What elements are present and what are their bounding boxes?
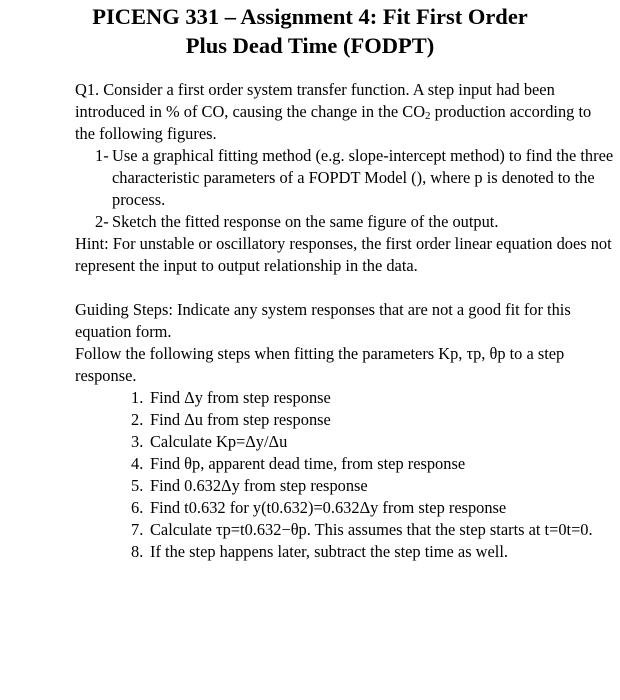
task-list <box>75 145 615 233</box>
steps-list <box>75 387 615 563</box>
step-number: 6. <box>131 498 144 517</box>
task-item <box>75 145 615 211</box>
task-text: Sketch the fitted response on the same figure of the output. <box>112 212 499 231</box>
step-text: Find 0.632Δy from step response <box>150 476 368 495</box>
guide-intro: Guiding Steps: Indicate any system responses that are not a good fit for this equation form. <box>75 300 571 341</box>
step-item <box>75 541 615 563</box>
task-number: 1- <box>95 146 109 165</box>
step-text: Calculate τp=t0.632−θp. This assumes that the step starts at t=0t=0. <box>150 520 593 539</box>
step-item <box>75 431 615 453</box>
question-intro-text-end: production according to the following figures. <box>75 102 592 143</box>
title-line-1: PICENG 331 – Assignment 4: Fit First Order <box>92 4 528 29</box>
title-line-2: Plus Dead Time (FODPT) <box>185 33 435 58</box>
step-text: If the step happens later, subtract the step time as well. <box>150 542 509 561</box>
page-title <box>0 2 620 60</box>
step-item <box>75 453 615 475</box>
step-number: 5. <box>131 476 144 495</box>
step-item <box>75 409 615 431</box>
step-number: 4. <box>131 454 144 473</box>
paragraph-gap <box>75 277 615 299</box>
step-number: 1. <box>131 388 144 407</box>
step-item <box>75 497 615 519</box>
step-item <box>75 519 615 541</box>
step-text: Find t0.632 for y(t0.632)=0.632Δy from step response <box>150 498 507 517</box>
question-intro <box>75 79 615 145</box>
task-number: 2- <box>95 212 109 231</box>
step-number: 8. <box>131 542 144 561</box>
step-text: Find θp, apparent dead time, from step response <box>150 454 466 473</box>
step-text: Find Δu from step response <box>150 410 331 429</box>
document-body <box>75 79 615 563</box>
question-intro-text: Q1. Consider a first order system transfer function. A step input had been introduced in % of CO, causing the change in the CO <box>75 80 555 121</box>
step-number: 7. <box>131 520 144 539</box>
step-item <box>75 387 615 409</box>
task-text: Use a graphical fitting method (e.g. slope-intercept method) to find the three characteristic parameters of a FOPDT Model (), where p is denoted to the process. <box>112 146 614 209</box>
step-text: Calculate Kp=Δy/Δu <box>150 432 288 451</box>
step-number: 3. <box>131 432 144 451</box>
step-number: 2. <box>131 410 144 429</box>
guide-follow: Follow the following steps when fitting the parameters Kp, τp, θp to a step response. <box>75 344 565 385</box>
task-item <box>75 211 615 233</box>
step-text: Find Δy from step response <box>150 388 331 407</box>
hint-paragraph: Hint: For unstable or oscillatory responses, the first order linear equation does not represent the input to output relationship in the data. <box>75 234 612 275</box>
step-item <box>75 475 615 497</box>
subscript-2: 2 <box>425 110 431 122</box>
